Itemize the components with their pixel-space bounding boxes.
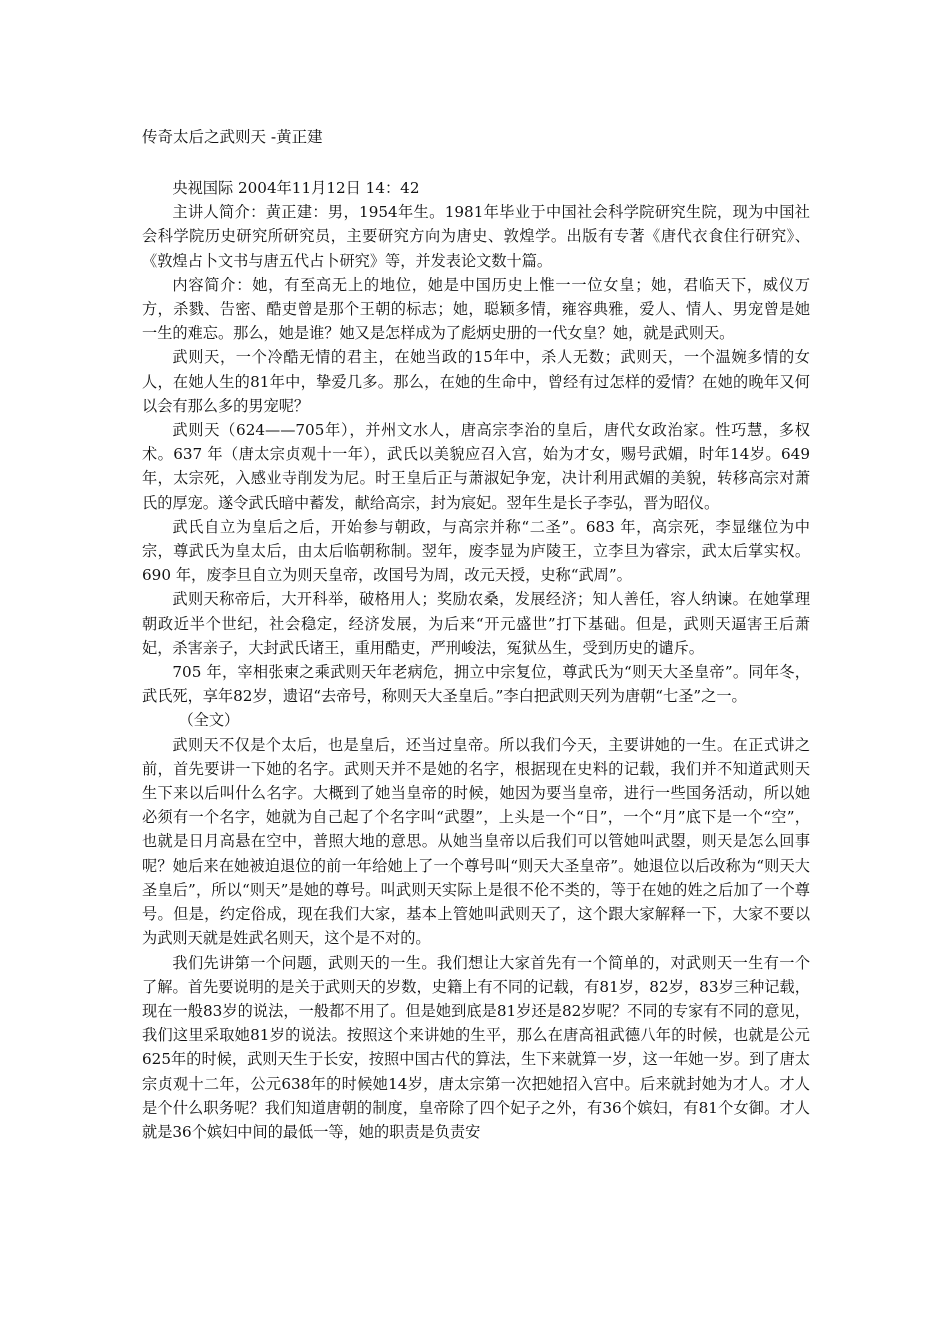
full-text-marker: （全文）	[178, 711, 240, 730]
document-title: 传奇太后之武则天 -黄正建	[142, 128, 323, 146]
body-paragraph: 武则天，一个冷酷无情的君主，在她当政的15年中，杀人无数；武则天，一个温婉多情的女人，在她人生的81年中，挚爱几多。那么，在她的生命中，曾经有过怎样的爱情？在她的晚年又何以会有那么多的男宠呢？	[142, 348, 810, 415]
body-paragraph: 武氏自立为皇后之后，开始参与朝政，与高宗并称“二圣”。683 年，高宗死，李显继位为中宗，尊武氏为皇太后，由太后临朝称制。翌年，废李显为庐陵王，立李旦为睿宗，武太后掌实权。690 年，废李旦自立为则天皇帝，改国号为周，改元天授，史称“武周”。	[142, 517, 810, 585]
body-paragraph: 武则天（624——705年），并州文水人，唐高宗李治的皇后，唐代女政治家。性巧慧，多权术。637 年（唐太宗贞观十一年），武氏以美貌应召入宫，始为才女，赐号武媚，时年14岁。649年，太宗死，入感业寺削发为尼。时王皇后正与萧淑妃争宠，决计利用武媚的美貌，转移高宗对萧氏的厚宠。遂令武氏暗中蓄发，献给高宗，封为宸妃。翌年生是长子李弘，晋为昭仪。	[142, 421, 810, 512]
body-paragraph: 705 年，宰相张柬之乘武则天年老病危，拥立中宗复位，尊武氏为“则天大圣皇帝”。同年冬，武氏死，享年82岁，遗诏“去帝号，称则天大圣皇后。”李白把武则天列为唐朝“七圣”之一。	[142, 663, 810, 706]
byline: 央视国际 2004年11月12日 14：42	[172, 179, 420, 197]
content-intro-paragraph: 内容简介：她，有至高无上的地位，她是中国历史上惟一一位女皇；她，君临天下，威仪万方，杀戮、告密、酷吏曾是那个王朝的标志；她，聪颖多情，雍容典雅，爱人、情人、男宠曾是她一生的难忘。那么，她是谁？她又是怎样成为了彪炳史册的一代女皇？她，就是武则天。	[142, 275, 810, 343]
speaker-intro-paragraph: 主讲人简介：黄正建：男，1954年生。1981年毕业于中国社会科学院研究生院，现为中国社会科学院历史研究所研究员，主要研究方向为唐史、敦煌学。出版有专著《唐代衣食住行研究》、《敦煌占卜文书与唐五代占卜研究》等，并发表论文数十篇。	[142, 203, 810, 270]
body-paragraph: 武则天不仅是个太后，也是皇后，还当过皇帝。所以我们今天，主要讲她的一生。在正式讲之前，首先要讲一下她的名字。武则天并不是她的名字，根据现在史料的记载，我们并不知道武则天生下来以后叫什么名字。大概到了她当皇帝的时候，她因为要当皇帝，进行一些国务活动，所以她必须有一个名字，她就为自己起了个名字叫“武曌”，上头是一个“日”，一个“月”底下是一个“空”，也就是日月高悬在空中，普照大地的意思。从她当皇帝以后我们可以管她叫武曌，则天是怎么回事呢？她后来在她被迫退位的前一年给她上了一个尊号叫“则天大圣皇帝”。她退位以后改称为“则天大圣皇后”，所以“则天”是她的尊号。叫武则天实际上是很不伦不类的，等于在她的姓之后加了一个尊号。但是，约定俗成，现在我们大家，基本上管她叫武则天了，这个跟大家解释一下，大家不要以为武则天就是姓武名则天，这个是不对的。	[142, 735, 810, 948]
document-body	[142, 176, 810, 1144]
body-paragraph: 我们先讲第一个问题，武则天的一生。我们想让大家首先有一个简单的，对武则天一生有一个了解。首先要说明的是关于武则天的岁数，史籍上有不同的记载，有81岁，82岁，83岁三种记载，现在一般83岁的说法，一般都不用了。但是她到底是81岁还是82岁呢？不同的专家有不同的意见，我们这里采取她81岁的说法。按照这个来讲她的生平，那么在唐高祖武德八年的时候，也就是公元625年的时候，武则天生于长安，按照中国古代的算法，生下来就算一岁，这一年她一岁。到了唐太宗贞观十二年，公元638年的时候她14岁，唐太宗第一次把她招入宫中。后来就封她为才人。才人是个什么职务呢？我们知道唐朝的制度，皇帝除了四个妃子之外，有36个嫔妇，有81个女御。才人就是36个嫔妇中间的最低一等，她的职责是负责安	[142, 953, 810, 1141]
body-paragraph: 武则天称帝后，大开科举，破格用人；奖励农桑，发展经济；知人善任，容人纳谏。在她掌理朝政近半个世纪，社会稳定，经济发展，为后来“开元盛世”打下基础。但是，武则天逼害王后萧妃，杀害亲子，大封武氏诸王，重用酷吏，严刑峻法，冤狱丛生，受到历史的谴斥。	[142, 590, 810, 657]
